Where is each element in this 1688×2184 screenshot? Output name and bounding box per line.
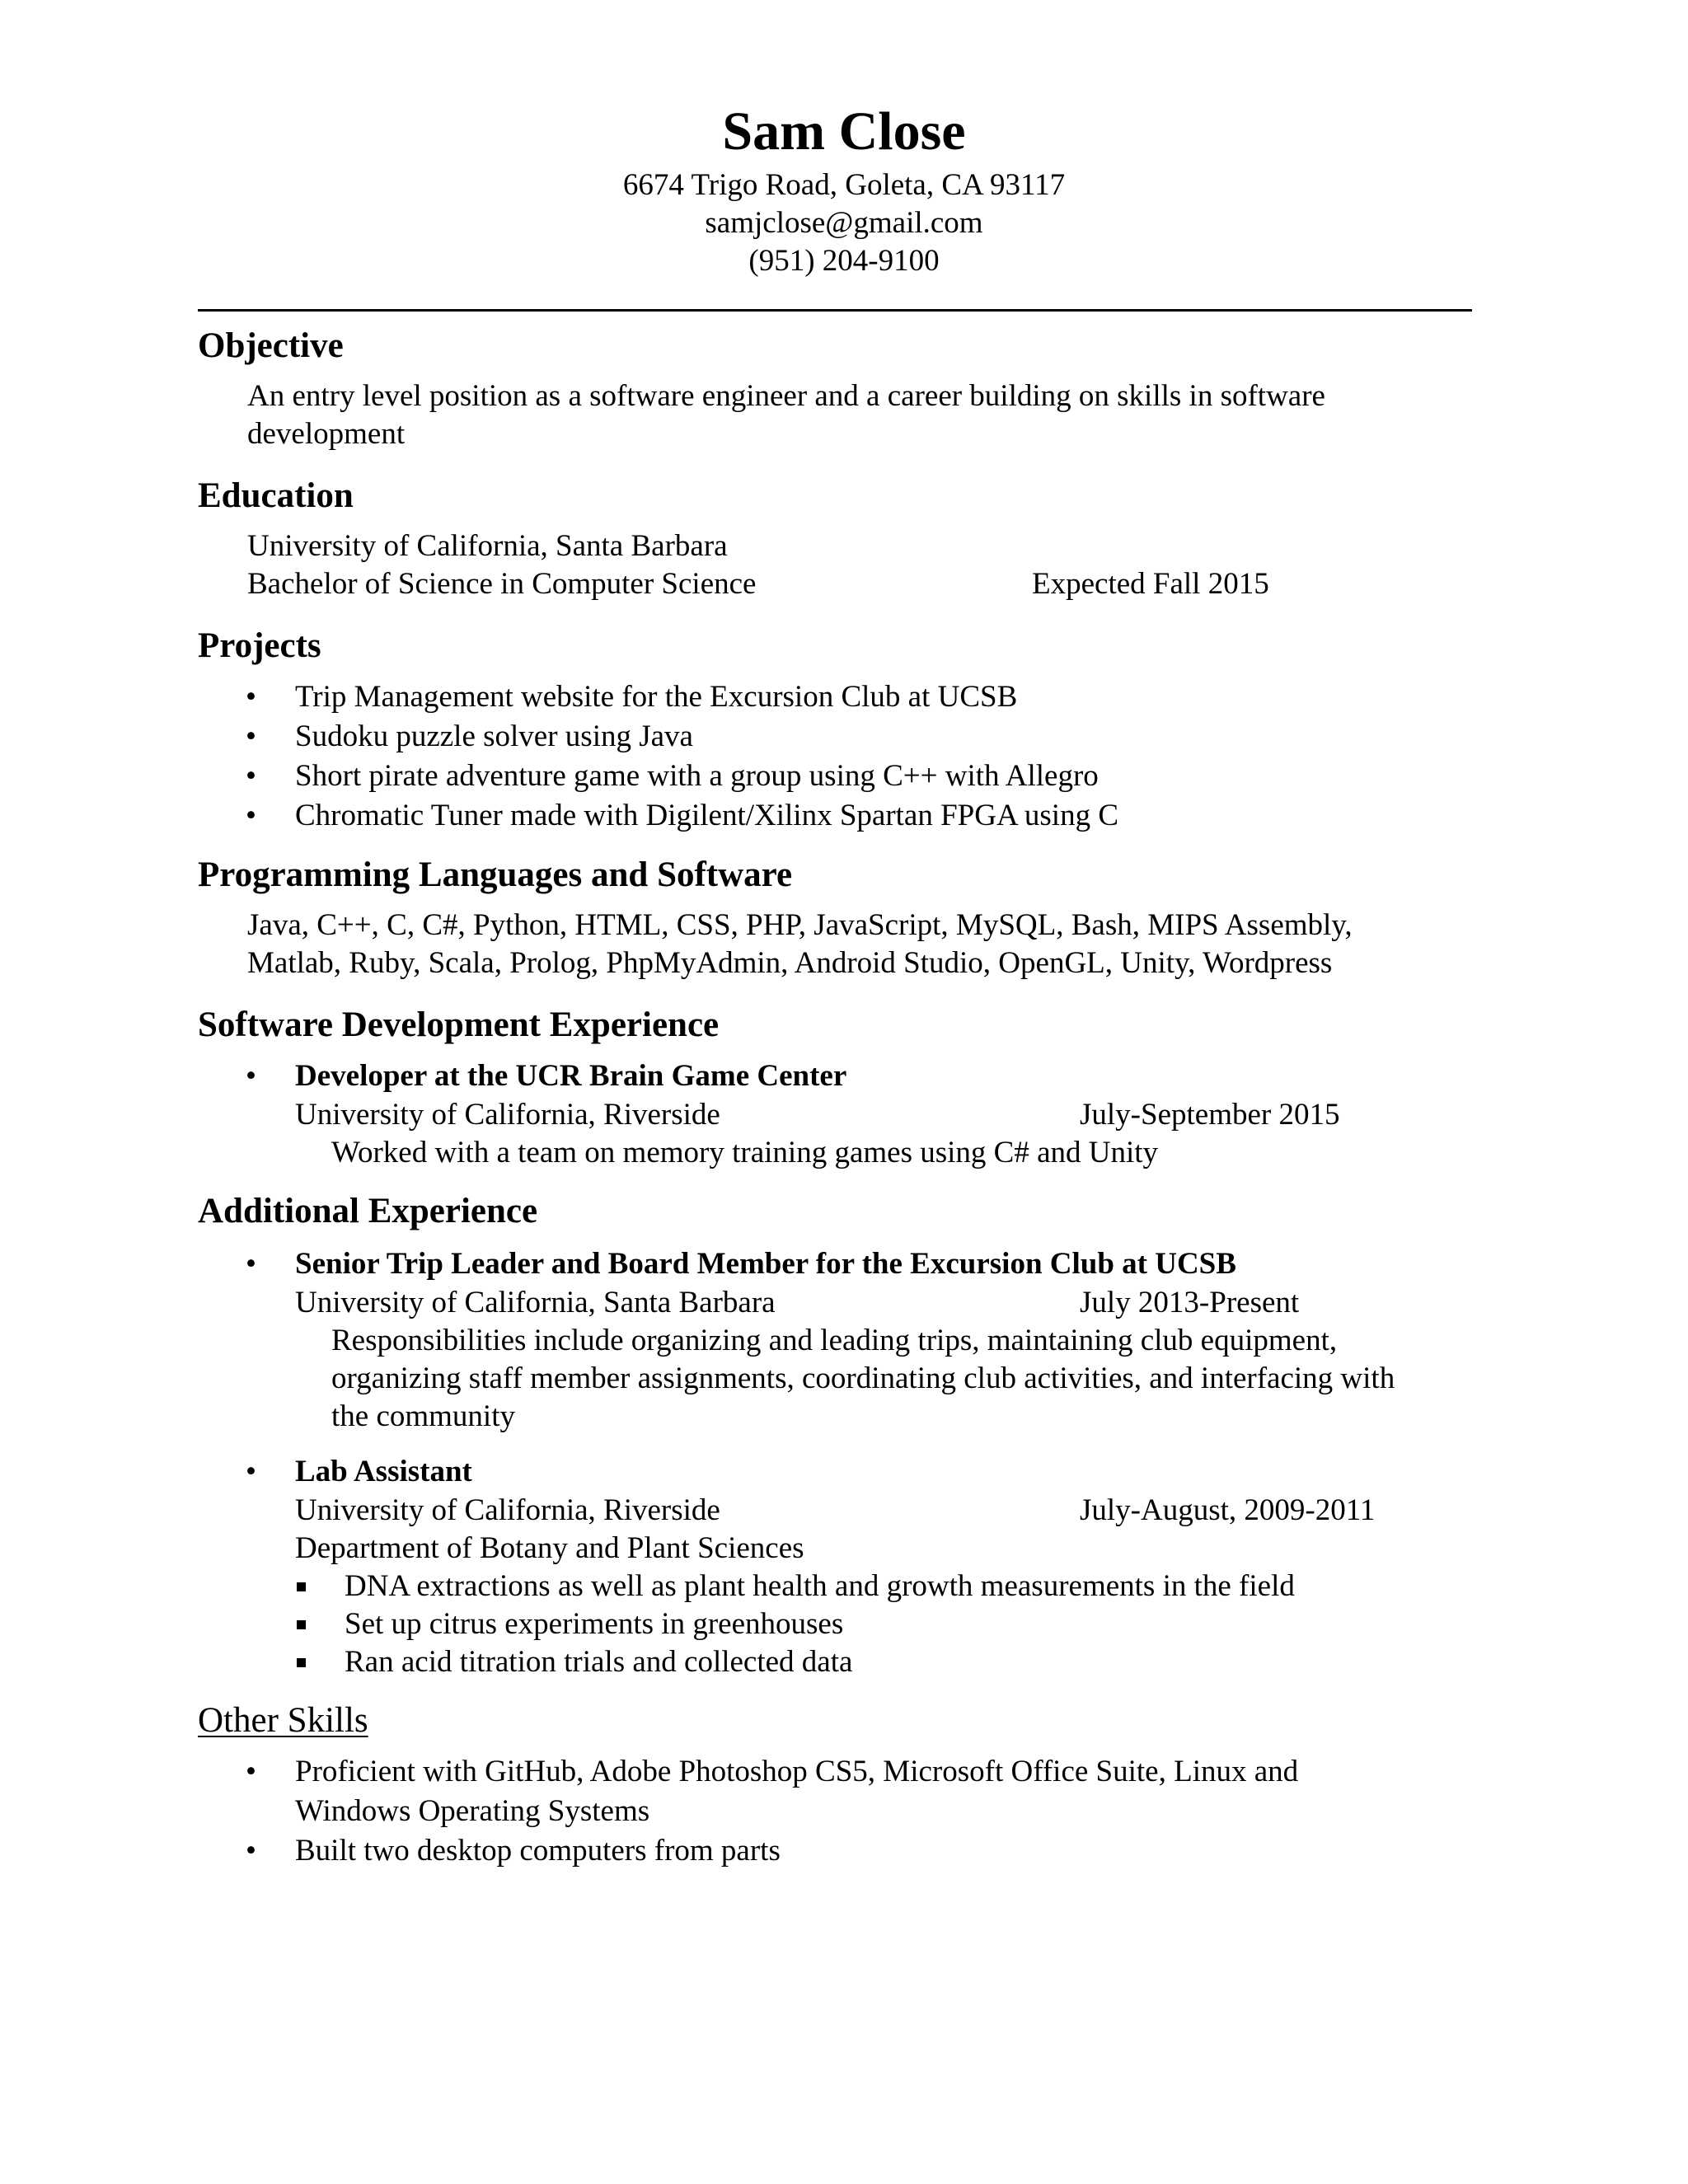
objective-text: An entry level position as a software engineer and a career building on skills in software development [247, 379, 1325, 451]
software-jobs-list [198, 1057, 1484, 1172]
objective-section [198, 323, 1484, 453]
job-org-row [295, 1096, 1484, 1134]
header-divider [198, 309, 1472, 312]
list-item: Ran acid titration trials and collected data [295, 1643, 1484, 1681]
job-org-row [295, 1284, 1484, 1322]
job-title: • Developer at the UCR Brain Game Center [295, 1059, 847, 1093]
job-entry [198, 1452, 1484, 1681]
section-heading-objective: Objective [198, 326, 344, 365]
education-date: Expected Fall 2015 [1032, 567, 1269, 601]
list-item: • Short pirate adventure game with a group using C++ with Allegro [198, 757, 1484, 796]
resume-body [198, 323, 1484, 1871]
job-org: University of California, Santa Barbara [295, 1286, 776, 1319]
education-degree: Bachelor of Science in Computer Science [247, 567, 757, 601]
job-description: Worked with a team on memory training games using C# and Unity [331, 1136, 1159, 1169]
projects-list [198, 677, 1484, 836]
education-degree-row [247, 565, 1484, 603]
job-org: University of California, Riverside [295, 1098, 720, 1132]
job-department: Department of Botany and Plant Sciences [295, 1531, 804, 1565]
projects-section [198, 623, 1484, 836]
other-skills-section [198, 1698, 1484, 1871]
section-heading-other-skills: Other Skills [198, 1701, 368, 1740]
section-heading-additional-experience: Additional Experience [198, 1192, 538, 1230]
additional-jobs-list [198, 1244, 1484, 1681]
list-item: • Built two desktop computers from parts [198, 1831, 1385, 1871]
job-date: July-August, 2009-2011 [1080, 1493, 1376, 1527]
address: 6674 Trigo Road, Goleta, CA 93117 [622, 168, 1066, 202]
job-title: • Lab Assistant [295, 1455, 472, 1488]
job-org-row [295, 1492, 1484, 1530]
job-date: July-September 2015 [1080, 1098, 1340, 1132]
job-entry [198, 1057, 1484, 1172]
job-duties-list [295, 1568, 1484, 1681]
section-heading-languages: Programming Languages and Software [198, 855, 793, 894]
phone: (951) 204-9100 [748, 244, 940, 278]
additional-experience-section [198, 1188, 1484, 1681]
other-skills-list [198, 1752, 1385, 1871]
resume-header [0, 97, 1688, 280]
list-item: • Chromatic Tuner made with Digilent/Xilinx Spartan FPGA using C [198, 796, 1484, 836]
job-entry [198, 1244, 1484, 1436]
list-item: Set up citrus experiments in greenhouses [295, 1605, 1484, 1643]
job-description: Responsibilities include organizing and leading trips, maintaining club equipment, organizing staff member assignments, coordinating club activities, and interfacing with the community [331, 1324, 1395, 1433]
education-school: University of California, Santa Barbara [247, 529, 728, 563]
job-org: University of California, Riverside [295, 1493, 720, 1527]
email: samjclose@gmail.com [705, 206, 983, 240]
languages-text: Java, C++, C, C#, Python, HTML, CSS, PHP, JavaScript, MySQL, Bash, MIPS Assembly, Matlab, Ruby, Scala, Prolog, PhpMyAdmin, Android Studio, OpenGL, Unity, Wordpress [247, 908, 1353, 980]
candidate-name: Sam Close [722, 101, 966, 162]
list-item: • Sudoku puzzle solver using Java [198, 717, 1484, 757]
job-title: • Senior Trip Leader and Board Member for the Excursion Club at UCSB [295, 1247, 1236, 1281]
list-item: DNA extractions as well as plant health and growth measurements in the field [295, 1568, 1484, 1605]
job-date: July 2013-Present [1080, 1286, 1300, 1319]
section-heading-projects: Projects [198, 626, 321, 665]
education-section [198, 473, 1484, 603]
section-heading-education: Education [198, 476, 354, 515]
languages-section [198, 852, 1484, 982]
list-item: • Proficient with GitHub, Adobe Photoshop CS5, Microsoft Office Suite, Linux and Windows Operating Systems [198, 1752, 1385, 1831]
list-item: • Trip Management website for the Excursion Club at UCSB [198, 677, 1484, 717]
section-heading-software-experience: Software Development Experience [198, 1005, 720, 1044]
software-experience-section [198, 1002, 1484, 1172]
